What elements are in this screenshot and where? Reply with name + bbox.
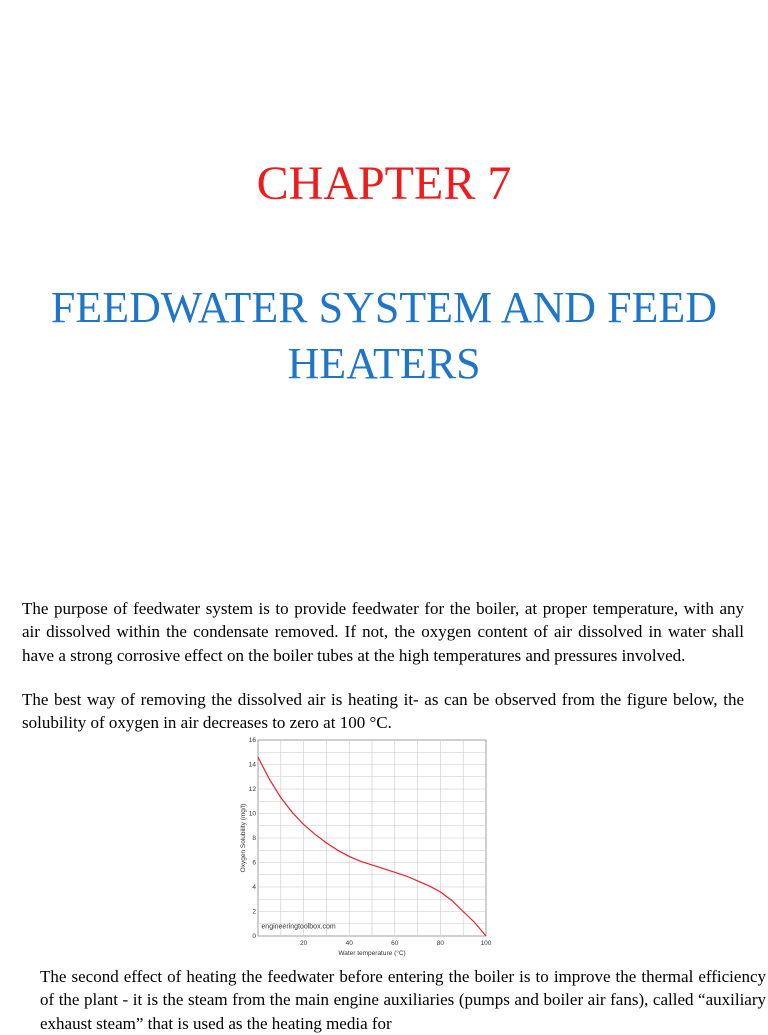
chart-y-tick-label: 0 [252,933,256,940]
chart-y-tick-label: 12 [248,786,256,793]
chart-watermark: engineeringtoolbox.com [261,923,336,931]
chapter-heading: CHAPTER 7 [256,157,512,210]
chart-y-tick-label: 2 [252,908,256,916]
chart-svg [228,736,490,960]
paragraph-second-effect: The second effect of heating the feedwater before entering the boiler is to improve the thermal efficiency of the plant - it is the steam from the main engine auxiliaries (pumps and boiler air fans), called “auxiliary exhaust steam” that is used as the heating media for [40,967,766,1033]
chart-x-tick-label: 40 [345,940,353,947]
paragraph-removing-air: The best way of removing the dissolved air is heating it- as can be observed from the figure below, the solubility of oxygen in air decreases to zero at 100 °C. [22,690,744,733]
paragraph-purpose: The purpose of feedwater system is to provide feedwater for the boiler, at proper temperature, with any air dissolved within the condensate removed. If not, the oxygen content of air dissolved in water shall have a strong corrosive effect on the boiler tubes at the high temperatures and pressures involved. [22,599,744,665]
chapter-title: FEEDWATER SYSTEM AND FEED HEATERS [50,283,718,388]
chart-y-tick-label: 14 [248,761,256,769]
chart-tick-labels [249,737,492,947]
chart-y-tick-label: 8 [252,835,256,842]
chart-x-tick-label: 60 [391,940,399,947]
chart-y-tick-label: 10 [248,810,256,818]
chart-y-tick-label: 4 [252,884,256,891]
chart-y-tick-label: 6 [252,859,256,867]
chart-x-tick-label: 80 [436,940,445,947]
oxygen-solubility-chart [228,736,490,960]
chart-y-axis-label: Oxygen Solubility (mg/l) [240,803,247,873]
chart-x-axis-label: Water temperature (°C) [338,950,406,957]
chart-x-tick-label: 100 [480,940,492,947]
chart-x-tick-label: 20 [299,940,308,947]
chart-grid [258,740,486,936]
chart-y-tick-label: 16 [248,737,256,744]
